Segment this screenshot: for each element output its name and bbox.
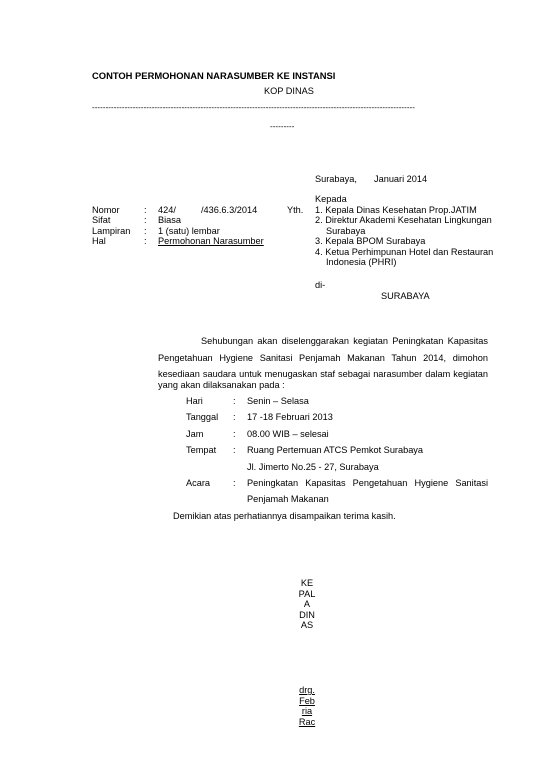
nomor-value-2: /436.6.3/2014: [201, 205, 258, 215]
colon: :: [233, 445, 236, 455]
sifat-value: Biasa: [158, 215, 181, 225]
signature-title-line: KE: [300, 578, 314, 588]
kop-dinas: KOP DINAS: [264, 86, 314, 96]
colon: :: [144, 215, 147, 225]
recipient-line: 2. Direktur Akademi Kesehatan Lingkungan: [315, 215, 492, 225]
colon: :: [233, 429, 236, 439]
hari-value: Senin – Selasa: [247, 396, 309, 406]
colon: :: [233, 478, 236, 488]
acara-label: Acara: [186, 478, 211, 488]
document-title: CONTOH PERMOHONAN NARASUMBER KE INSTANSI: [92, 70, 336, 81]
colon: :: [144, 226, 147, 236]
colon: :: [144, 236, 147, 246]
tempat-value-2: Jl. Jimerto No.25 - 27, Surabaya: [247, 462, 379, 472]
separator-dashes: -----------------------------------------------------------------------------------------------------------------------: [92, 103, 415, 112]
signature-name-line: Rac: [298, 717, 316, 727]
sifat-label: Sifat: [92, 215, 111, 225]
kepada: Kepada: [315, 194, 347, 204]
di: di-: [315, 280, 326, 290]
jam-value: 08.00 WIB – selesai: [247, 429, 329, 439]
tempat-label: Tempat: [186, 445, 217, 455]
paragraph-line: Sehubungan akan diselenggarakan kegiatan Peningkatan Kapasitas: [201, 336, 488, 346]
recipient-line: 4. Ketua Perhimpunan Hotel dan Restauran: [315, 247, 494, 257]
signature-title-line: AS: [300, 620, 314, 630]
tempat-value: Ruang Pertemuan ATCS Pemkot Surabaya: [247, 445, 424, 455]
signature-name-line: Feb: [299, 696, 315, 706]
paragraph-line: Pengetahuan Hygiene Sanitasi Penjamah Makanan Tahun 2014, dimohon: [158, 353, 488, 363]
tanggal-value: 17 -18 Februari 2013: [247, 412, 333, 422]
place: Surabaya,: [315, 174, 357, 184]
closing-sentence: Demikian atas perhatiannya disampaikan terima kasih.: [173, 511, 396, 521]
signature-title-line: PAL: [298, 589, 316, 599]
recipient-line: Indonesia (PHRI): [326, 257, 397, 267]
recipient-line: Surabaya: [326, 226, 366, 236]
paragraph-line: kesediaan saudara untuk menugaskan staf sebagai narasumber dalam kegiatan: [158, 369, 488, 379]
nomor-value: 424/: [158, 205, 176, 215]
signature-name-line: ria: [301, 706, 313, 716]
colon: :: [233, 412, 236, 422]
nomor-label: Nomor: [92, 205, 120, 215]
signature-title-line: A: [303, 599, 311, 609]
lampiran-value: 1 (satu) lembar: [158, 226, 220, 236]
yth: Yth.: [287, 205, 304, 215]
acara-value-2: Penjamah Makanan: [247, 494, 329, 504]
paragraph-line: yang akan dilaksanakan pada :: [158, 380, 285, 390]
recipient-line: 3. Kepala BPOM Surabaya: [315, 236, 426, 246]
lampiran-label: Lampiran: [92, 226, 131, 236]
date: Januari 2014: [374, 174, 428, 184]
colon: :: [144, 205, 147, 215]
tanggal-label: Tanggal: [186, 412, 219, 422]
hal-label: Hal: [92, 236, 106, 246]
jam-label: Jam: [186, 429, 204, 439]
colon: :: [233, 396, 236, 406]
hari-label: Hari: [186, 396, 203, 406]
hal-value: Permohonan Narasumber: [158, 236, 264, 246]
signature-name-line: drg.: [299, 685, 315, 695]
recipient-line: 1. Kepala Dinas Kesehatan Prop.JATIM: [315, 205, 477, 215]
signature-title-line: DIN: [299, 610, 315, 620]
recipient-city: SURABAYA: [381, 291, 430, 301]
separator-dashes-2: ---------: [270, 122, 295, 131]
acara-value: Peningkatan Kapasitas Pengetahuan Hygiene Sanitasi: [247, 478, 488, 488]
